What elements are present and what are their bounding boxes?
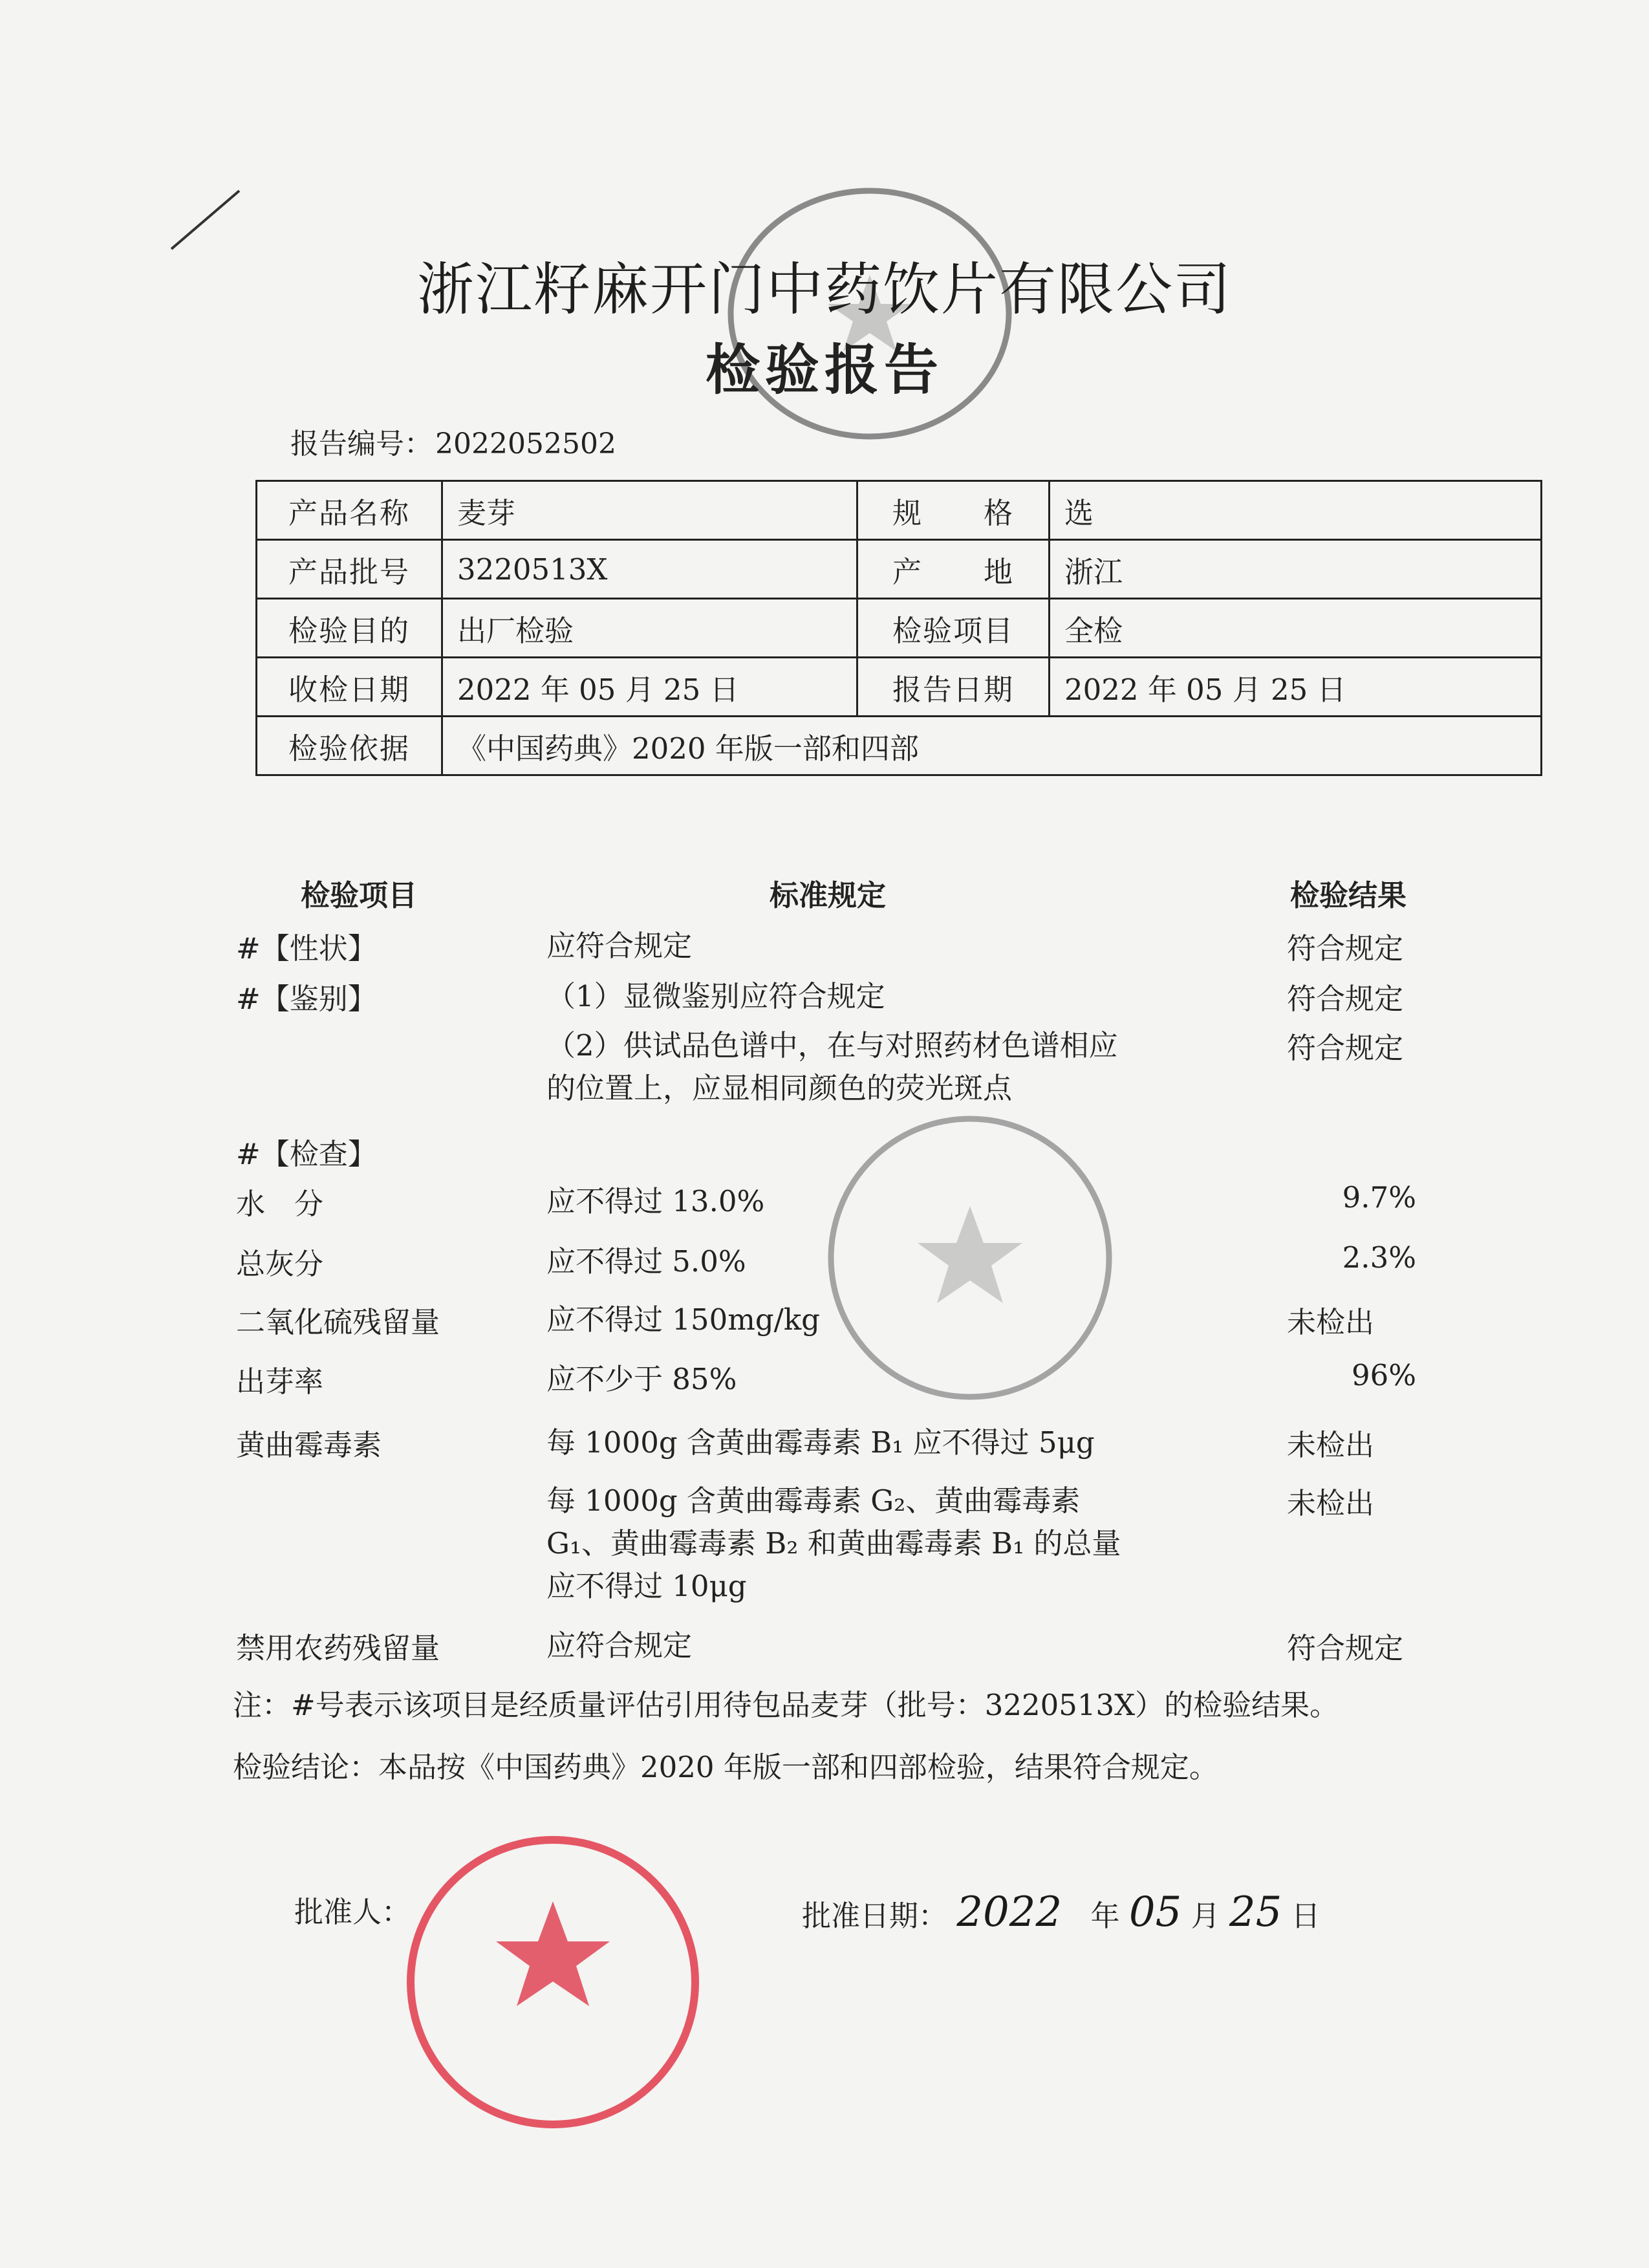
result-value: 符合规定 [1287,931,1404,966]
approval-date [802,1888,1320,1936]
spec-value: 选 [1050,481,1542,540]
table-row [257,481,1542,540]
result-value: 未检出 [1287,1305,1375,1339]
table-row [257,717,1542,775]
column-header-standard: 标准规定 [770,878,887,913]
result-standard: 应不得过 5.0% [546,1244,746,1279]
result-item: #【鉴别】 [236,982,377,1016]
result-item: #【检查】 [236,1137,377,1171]
batch-no-value: 3220513X [442,540,857,599]
result-standard: （1）显微鉴别应符合规定 [546,979,885,1013]
quality-management-seal-red [398,1830,708,2134]
product-name-label: 产品名称 [257,481,442,540]
handwritten-day: 25 [1229,1888,1282,1936]
basis-value: 《中国药典》2020 年版一部和四部 [442,717,1542,775]
day-unit: 日 [1291,1899,1320,1933]
result-standard: 应符合规定 [546,929,693,963]
purpose-value: 出厂检验 [442,599,857,658]
company-seal-gray [818,1106,1122,1410]
received-date-value: 2022 年 05 月 25 日 [442,658,857,717]
result-item: 黄曲霉毒素 [236,1428,382,1462]
result-value: 符合规定 [1287,1631,1404,1665]
report-number-value: 2022052502 [435,427,616,460]
origin-label: 产 地 [857,540,1050,599]
column-header-item: 检验项目 [301,878,418,913]
year-unit: 年 [1090,1899,1120,1933]
note-text: 注：#号表示该项目是经质量评估引用待包品麦芽（批号：3220513X）的检验结果。 [233,1688,1339,1722]
result-value: 96% [1351,1358,1416,1392]
result-standard: 应不得过 150mg/kg [546,1302,820,1337]
product-name-value: 麦芽 [442,481,857,540]
result-standard: （2）供试品色谱中，在与对照药材色谱相应的位置上，应显相同颜色的荧光斑点 [546,1028,1118,1105]
purpose-label: 检验目的 [257,599,442,658]
inspection-items-label: 检验项目 [857,599,1050,658]
document-title: 检验报告 [705,338,943,402]
spec-label: 规 格 [857,481,1050,540]
result-item: 禁用农药残留量 [236,1631,440,1665]
month-unit: 月 [1191,1899,1220,1933]
result-item: #【性状】 [236,931,377,966]
table-row [257,540,1542,599]
product-info-table [255,480,1542,776]
column-header-result: 检验结果 [1290,878,1407,913]
result-item: 水 分 [236,1187,324,1221]
result-standard: 应不少于 85% [546,1362,737,1396]
company-name: 浙江籽麻开门中药饮片有限公司 [416,256,1232,323]
approval-date-label: 批准日期： [802,1899,948,1933]
approver-label: 批准人： [294,1895,411,1929]
result-value: 未检出 [1287,1486,1375,1520]
result-value: 符合规定 [1287,982,1404,1016]
result-value: 2.3% [1342,1240,1416,1275]
conclusion-text: 检验结论：本品按《中国药典》2020 年版一部和四部检验，结果符合规定。 [233,1750,1218,1784]
received-date-label: 收检日期 [257,658,442,717]
basis-label: 检验依据 [257,717,442,775]
result-value: 未检出 [1287,1428,1375,1462]
inspection-items-value: 全检 [1050,599,1542,658]
table-row [257,599,1542,658]
report-number [288,420,616,462]
report-date-value: 2022 年 05 月 25 日 [1050,658,1542,717]
handwritten-month: 05 [1128,1888,1182,1936]
table-row [257,658,1542,717]
origin-value: 浙江 [1050,540,1542,599]
batch-no-label: 产品批号 [257,540,442,599]
report-number-label: 报告编号： [290,427,433,460]
result-standard: 应不得过 13.0% [546,1184,765,1218]
result-value: 符合规定 [1287,1031,1404,1065]
result-value: 9.7% [1342,1180,1416,1215]
handwritten-year: 2022 [956,1888,1062,1936]
result-item: 出芽率 [236,1365,324,1399]
report-date-label: 报告日期 [857,658,1050,717]
result-standard: 应符合规定 [546,1628,693,1663]
result-standard: 每 1000g 含黄曲霉毒素 G₂、黄曲霉毒素 G₁、黄曲霉毒素 B₂ 和黄曲霉毒素 B₁ 的总量应不得过 10μg [546,1484,1121,1603]
result-item: 二氧化硫残留量 [236,1305,440,1339]
result-standard: 每 1000g 含黄曲霉毒素 B₁ 应不得过 5μg [546,1425,1095,1460]
result-item: 总灰分 [236,1247,324,1281]
